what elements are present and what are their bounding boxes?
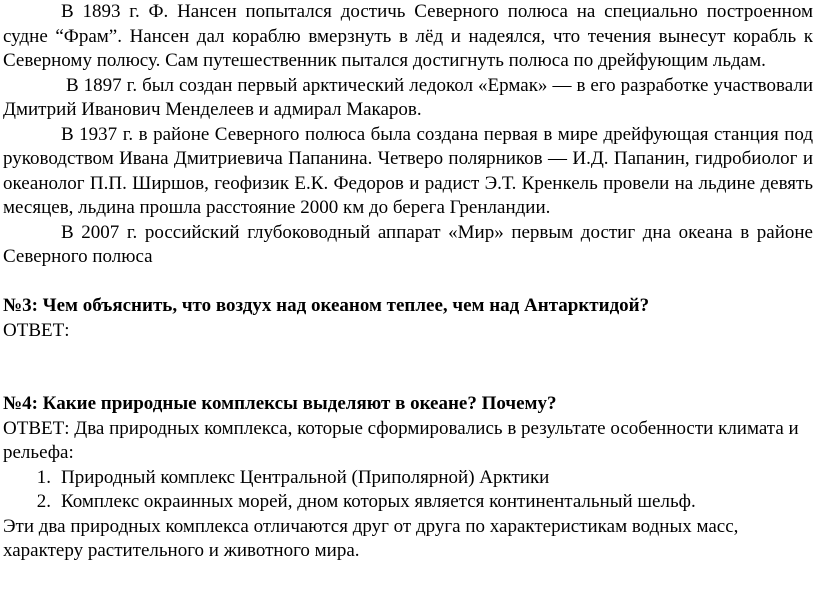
paragraph-ermak: В 1897 г. был создан первый арктический ледокол «Ермак» — в его разработке участвовали Дмитрий Иванович Менделеев и адмирал Макаров. [3,74,813,120]
spacer [3,270,813,295]
paragraph-nansen: В 1893 г. Ф. Нансен попытался достичь Северного полюса на специально построенном судне “Фрам”. Нансен дал кораблю вмерзнуть в лёд и надеялся, что течения вынесут корабль к Северному полюсу. Сам путешественник пытался достигнуть полюса по дрейфующим льдам. [3,1,813,71]
question-4-heading: №4: Какие природные комплексы выделяют в океане? Почему? [3,393,557,414]
list-item-text: Природный комплекс Центральной (Приполярной) Арктики [61,466,550,488]
list-item-number: 2. [36,491,51,512]
question-4-conclusion: Эти два природных комплекса отличаются друг от друга по характеристикам водных масс, характеру растительного и животного мира. [3,515,739,561]
document-page [3,0,813,564]
question-3-heading: №3: Чем объяснить, что воздух над океаном теплее, чем над Антарктидой? [3,295,650,316]
list-item [3,466,813,491]
list-item-number: 1. [36,466,51,488]
spacer [3,343,813,392]
list-item-text: Комплекс окраинных морей, дном которых является континентальный шельф. [61,491,696,512]
paragraph-mir: В 2007 г. российский глубоководный аппарат «Мир» первым достиг дна океана в районе Северного полюса [3,221,813,267]
question-3-answer: ОТВЕТ: [3,319,70,341]
paragraph-papanin: В 1937 г. в районе Северного полюса была создана первая в мире дрейфующая станция под руководством Ивана Дмитриевича Папанина. Четверо полярников — И.Д. Папанин, гидробиолог и океанолог П.П. Ширшов, геофизик Е.К. Федоров и радист Э.Т. Кренкель провели на льдине девять месяцев, льдина прошла расстояние 2000 км до берега Гренландии. [3,123,813,218]
list-item [3,490,813,515]
natural-complexes-list [3,466,813,515]
question-4-answer: ОТВЕТ: Два природных комплекса, которые сформировались в результате особенности климата и рельефа: [3,417,799,463]
